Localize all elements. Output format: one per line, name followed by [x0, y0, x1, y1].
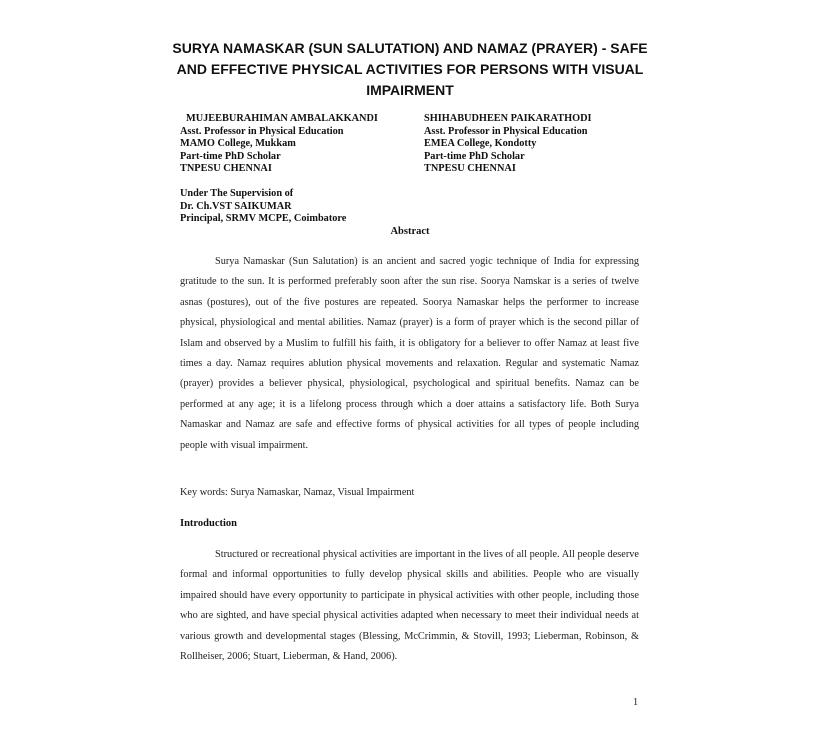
- author-affiliation-line: Asst. Professor in Physical Education: [180, 125, 344, 137]
- introduction-paragraph: Structured or recreational physical activities are important in the lives of all people. All people deserve formal and informal opportunities to fully develop physical skills and abilities. People who are visually impaired should have every opportunity to participate in physical activities with other people, including those who are sighted, and have special physical activities adapted when necessary to meet their individual needs at various growth and developmental stages (Blessing, McCrimmin, & Stovill, 1993; Lieberman, Robinson, & Rollheiser, 2006; Stuart, Lieberman, & Hand, 2006).: [180, 549, 639, 663]
- supervision-block: [180, 188, 346, 226]
- keywords-line: Key words: Surya Namaskar, Namaz, Visual Impairment: [180, 487, 415, 498]
- author-affiliation-line: TNPESU CHENNAI: [424, 163, 516, 175]
- introduction-heading: Introduction: [180, 518, 237, 529]
- author-block-2: [424, 113, 592, 176]
- author-name: SHIHABUDHEEN PAIKARATHODI: [424, 113, 592, 124]
- title-line: IMPAIRMENT: [366, 82, 454, 98]
- author-affiliation-line: Part-time PhD Scholar: [180, 150, 281, 162]
- supervision-line: Principal, SRMV MCPE, Coimbatore: [180, 213, 347, 225]
- supervision-line: Under The Supervision of: [180, 188, 294, 199]
- title-line: AND EFFECTIVE PHYSICAL ACTIVITIES FOR PERSONS WITH VISUAL: [176, 61, 644, 77]
- author-block-1: [180, 113, 378, 176]
- author-affiliation-line: TNPESU CHENNAI: [180, 163, 272, 175]
- page-number: 1: [633, 697, 639, 708]
- paper-title: [170, 38, 650, 101]
- author-name: MUJEEBURAHIMAN AMBALAKKANDI: [186, 113, 378, 124]
- supervision-line: Dr. Ch.VST SAIKUMAR: [180, 200, 292, 212]
- title-line: SURYA NAMASKAR (SUN SALUTATION) AND NAMAZ (PRAYER) - SAFE: [172, 40, 648, 56]
- author-affiliation-line: EMEA College, Kondotty: [424, 138, 537, 150]
- author-affiliation-line: MAMO College, Mukkam: [180, 138, 296, 150]
- author-affiliation-line: Part-time PhD Scholar: [424, 150, 525, 162]
- abstract-heading: Abstract: [390, 226, 430, 237]
- abstract-paragraph: Surya Namaskar (Sun Salutation) is an ancient and sacred yogic technique of India for expressing gratitude to the sun. It is performed preferably soon after the sun rise. Soorya Namskar is a series of twelve asnas (postures), out of the five postures are repeated. Soorya Namaskar helps the performer to increase physical, physiological and mental abilities. Namaz (prayer) is a form of prayer which is the second pillar of Islam and observed by a Muslim to fulfill his faith, it is obligatory for a believer to offer Namaz at least five times a day. Namaz requires ablution physical movements and relaxation. Regular and systematic Namaz (prayer) provides a believer physical, physiological, psychological and spiritual benefits. Namaz can be performed at any age; it is a lifelong process through which a doer attains a satisfactory life. Both Surya Namaskar and Namaz are safe and effective forms of physical activities for all types of people including people with visual impairment.: [180, 256, 639, 451]
- author-affiliation-line: Asst. Professor in Physical Education: [424, 125, 588, 137]
